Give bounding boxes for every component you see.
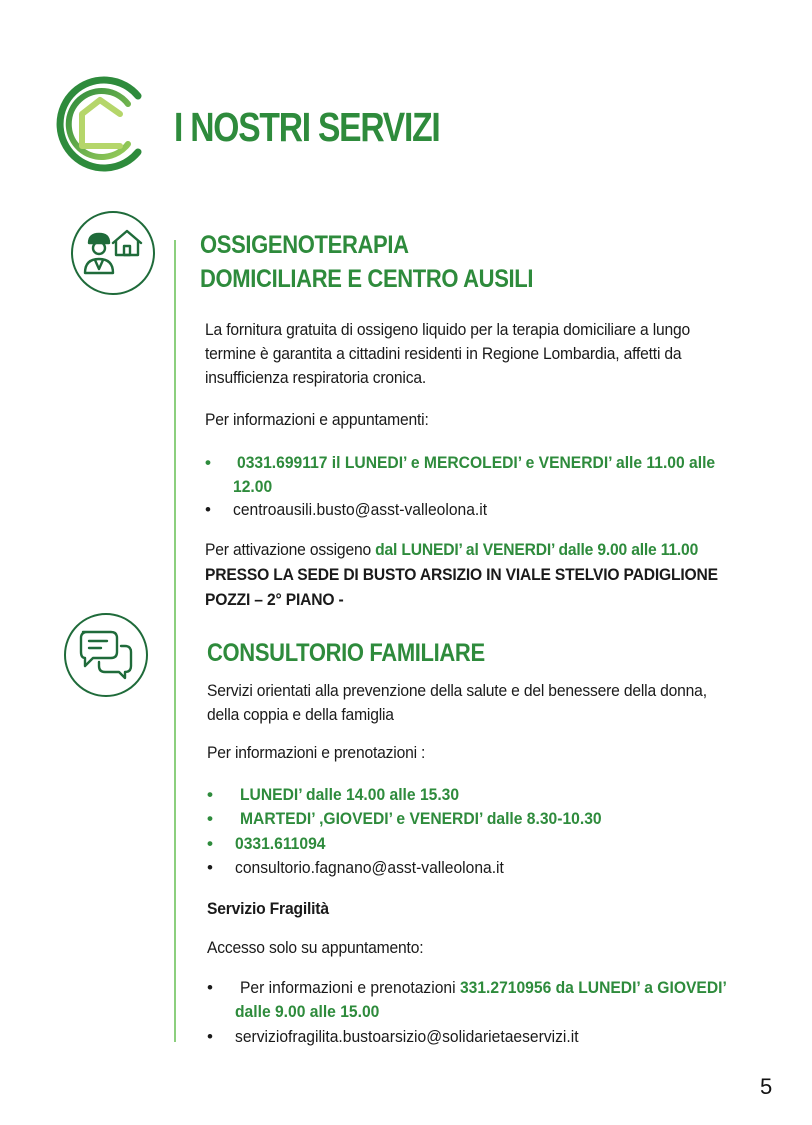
bullet-dot: •: [207, 809, 213, 828]
list-item: [207, 783, 807, 807]
bullet-dot: •: [207, 978, 213, 997]
bullet-dot: •: [207, 785, 213, 804]
list-item: [205, 451, 805, 499]
oxygen-intro: [205, 318, 794, 390]
section-title-consultorio: CONSULTORIO FAMILIARE: [207, 639, 485, 667]
oxygen-intro-line: insufficienza respiratoria cronica.: [205, 368, 427, 387]
oxygen-phone: 0331.699117 il LUNEDI’ e MERCOLEDI’ e VENERDI’ alle 11.00 alle: [237, 453, 716, 472]
section-title-oxygen: OSSIGENOTERAPIA: [200, 231, 409, 259]
list-item: [207, 832, 807, 856]
consultorio-email[interactable]: consultorio.fagnano@asst-valleolona.it: [235, 858, 504, 877]
consultorio-info-label: Per informazioni e prenotazioni :: [207, 743, 426, 762]
bullet-dot: •: [205, 453, 211, 472]
list-item: [205, 498, 805, 522]
oxygen-email[interactable]: centroausili.busto@asst-valleolona.it: [233, 500, 488, 519]
fragility-info: [240, 976, 727, 1000]
page-number: 5: [760, 1074, 773, 1099]
consultorio-intro-line: della coppia e della famiglia: [207, 705, 394, 724]
consultorio-intro-line: Servizi orientati alla prevenzione della salute e del benessere della donna,: [207, 681, 707, 700]
activation-floor: POZZI – 2° PIANO -: [205, 590, 344, 609]
page-title: I NOSTRI SERVIZI: [174, 104, 440, 150]
fragility-email[interactable]: serviziofragilita.bustoarsizio@solidarietaeservizi.it: [235, 1027, 579, 1046]
list-item: [207, 1025, 807, 1049]
consultorio-hours-week: MARTEDI’ ,GIOVEDI’ e VENERDI’ dalle 8.30-10.30: [240, 809, 602, 828]
oxygen-intro-line: La fornitura gratuita di ossigeno liquido per la terapia domiciliare a lungo: [205, 320, 691, 339]
consultorio-intro: [207, 679, 796, 727]
chat-bubbles-icon: [64, 613, 148, 697]
oxygen-phone-cont: 12.00: [233, 477, 273, 496]
activation-label: Per attivazione ossigeno: [205, 540, 376, 559]
bullet-dot: •: [205, 500, 211, 519]
worker-house-icon: [71, 211, 155, 295]
consultorio-hours-monday: LUNEDI’ dalle 14.00 alle 15.30: [240, 785, 460, 804]
section-title-oxygen-line2: DOMICILIARE E CENTRO AUSILI: [200, 265, 534, 293]
bullet-dot: •: [207, 834, 213, 853]
list-item: [207, 807, 807, 831]
bullet-dot: •: [207, 1027, 213, 1046]
list-item: [207, 856, 807, 880]
list-item: [207, 976, 807, 1024]
oxygen-intro-line: termine è garantita a cittadini residenti in Regione Lombardia, affetti da: [205, 344, 682, 363]
activation-hours: dal LUNEDI’ al VENERDI’ dalle 9.00 alle 11.00: [375, 540, 699, 559]
fragility-hours: dalle 9.00 alle 15.00: [235, 1002, 380, 1021]
house-c-logo-icon: [50, 74, 150, 174]
bullet-dot: •: [207, 858, 213, 877]
oxygen-activation: [205, 538, 698, 562]
activation-location: PRESSO LA SEDE DI BUSTO ARSIZIO IN VIALE STELVIO PADIGLIONE: [205, 565, 718, 584]
consultorio-phone: 0331.611094: [235, 834, 326, 853]
fragility-info-label: Per informazioni e prenotazioni: [240, 978, 460, 997]
fragility-phone-days: 331.2710956 da LUNEDI’ a GIOVEDI’: [459, 978, 727, 997]
fragility-access-label: Accesso solo su appuntamento:: [207, 938, 424, 957]
vertical-divider: [174, 240, 176, 1042]
oxygen-info-label: Per informazioni e appuntamenti:: [205, 410, 429, 429]
fragility-title: Servizio Fragilità: [207, 899, 329, 918]
